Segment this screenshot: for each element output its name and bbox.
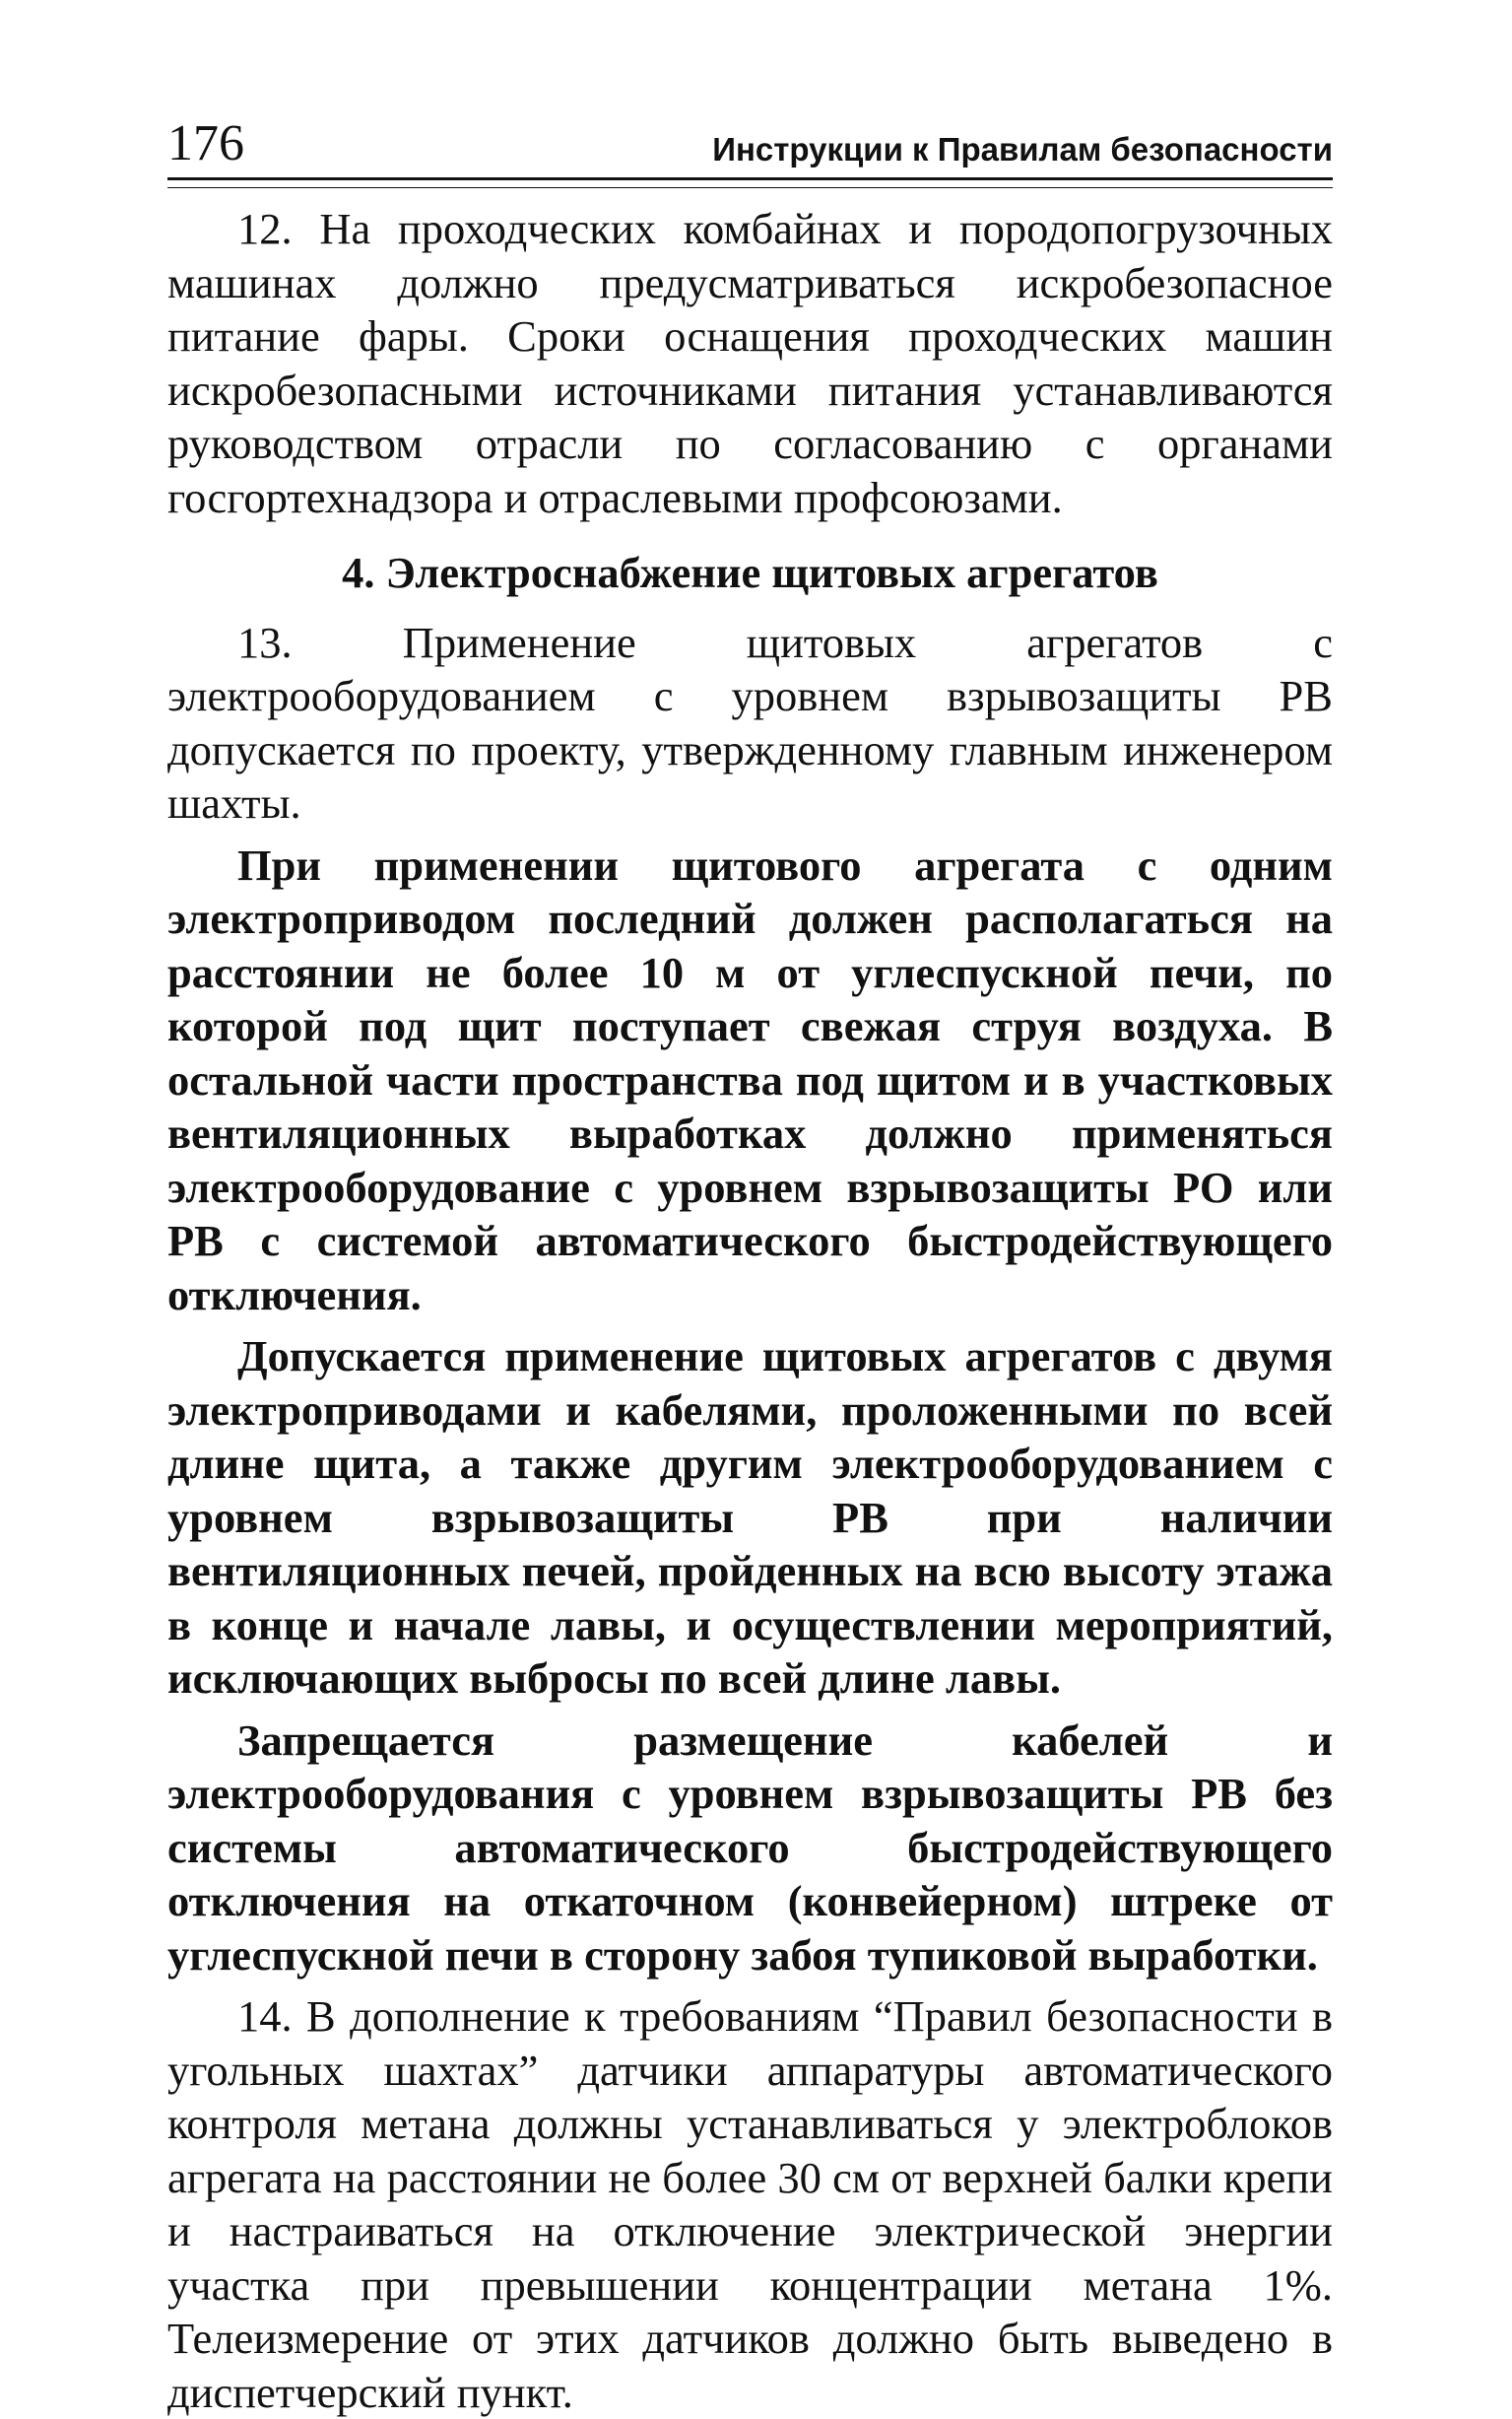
paragraph-14: 14. В дополнение к требованиям “Правил безопасности в угольных шахтах” датчики аппаратуры автоматического контроля метана должны устанавливаться у электроблоков агрегата на расстоянии не более 30 см от верхней балки крепи и настраиваться на отключение электрической энергии участка при превышении концентрации метана 1%. Телеизмерение от этих датчиков должно быть выведено в диспетчерский пункт. xyxy=(167,1991,1333,2417)
running-head xyxy=(167,89,1333,169)
paragraph-13-prohibition: Запрещается размещение кабелей и электрооборудования с уровнем взрывозащиты РВ без системы автоматического быстродействующего отключения на откаточном (конвейерном) штреке от углеспускной печи в сторону забоя тупиковой выработки. xyxy=(167,1714,1333,1980)
paragraph-13: 13. Применение щитовых агрегатов с электрооборудованием с уровнем взрывозащиты РВ допускается по проекту, утвержденному главным инженером шахты. xyxy=(167,617,1333,828)
header-rule xyxy=(167,177,1333,188)
running-title: Инструкции к Правилам безопасности xyxy=(712,131,1333,168)
book-page xyxy=(167,89,1333,2419)
paragraph-13-single-drive: При применении щитового агрегата с одним электроприводом последний должен располагаться на расстоянии не более 10 м от углеспускной печи, по которой под щит поступает свежая струя воздуха. В остальной части пространства под щитом и в участковых вентиляционных выработках должно применяться электрооборудование с уровнем взрывозащиты РО или РВ с системой автоматического быстродействующего отключения. xyxy=(167,840,1333,1319)
page-body xyxy=(167,202,1333,2419)
paragraph-12: 12. На проходческих комбайнах и породопогрузочных машинах должно предусматриваться искробезопасное питание фары. Сроки оснащения проходческих машин искробезопасными источниками питания устанавливаются руководством отрасли по согласованию с органами госгортехнадзора и отраслевыми профсоюзами. xyxy=(167,204,1333,522)
paragraph-13-two-drives: Допускается применение щитовых агрегатов с двумя электроприводами и кабелями, проложенными по всей длине щита, а также другим электрооборудованием с уровнем взрывозащиты РВ при наличии вентиляционных печей, пройденных на всю высоту этажа в конце и начале лавы, и осуществлении мероприятий, исключающих выбросы по всей длине лавы. xyxy=(167,1331,1333,1703)
section-heading: 4. Электроснабжение щитовых агрегатов xyxy=(342,548,1158,597)
page-number: 176 xyxy=(167,115,244,171)
